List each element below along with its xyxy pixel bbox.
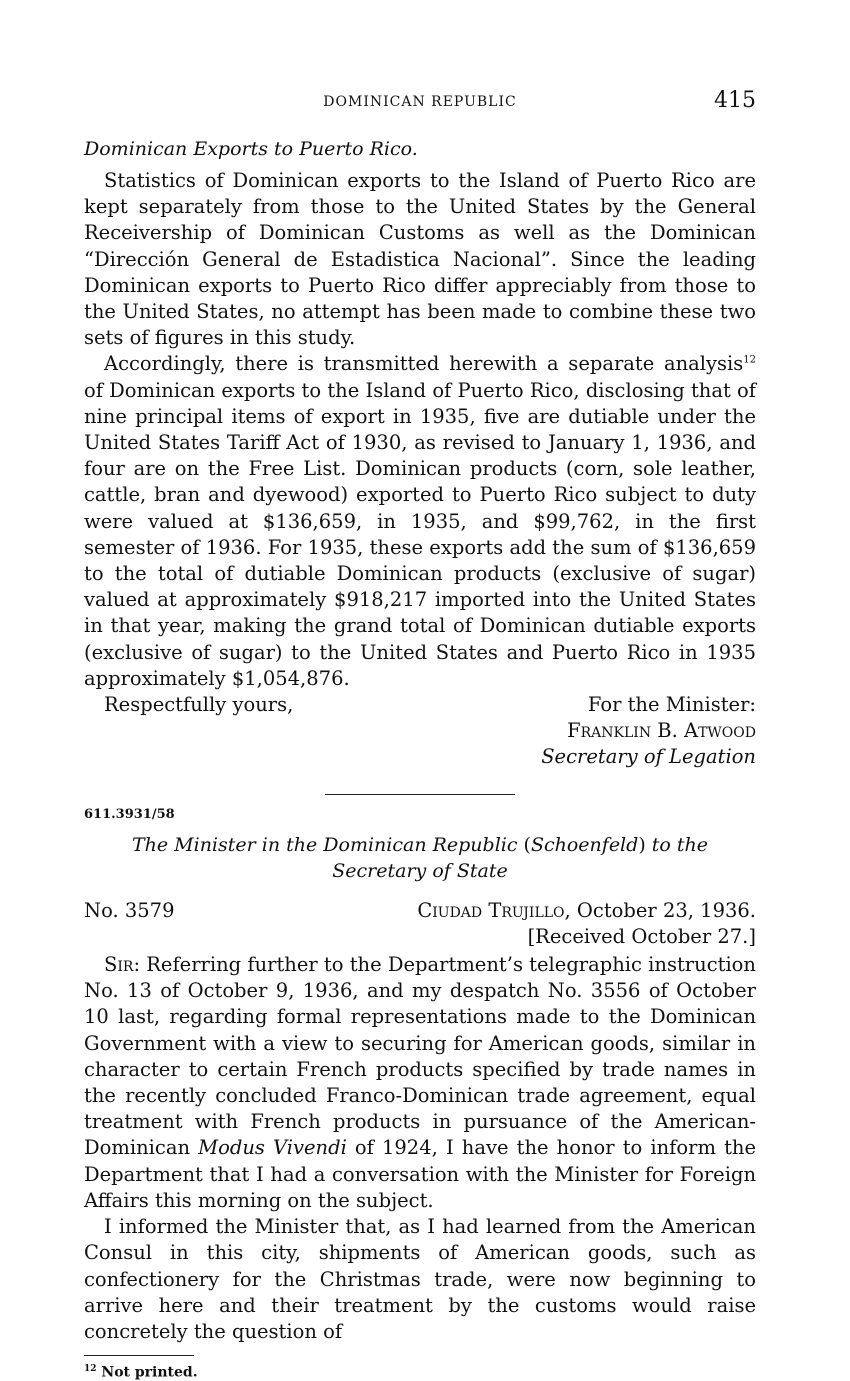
- document-title-paren-close: ): [638, 834, 646, 857]
- despatch-number: No. 3579: [84, 899, 175, 923]
- place: Ciudad Trujillo: [417, 899, 565, 923]
- signatory-title: Secretary of Legation: [541, 745, 756, 769]
- date: , October 23, 1936.: [564, 899, 756, 923]
- footnote-text: Not printed.: [101, 1364, 198, 1381]
- footnote-rule: [84, 1355, 194, 1356]
- document-title-person: Schoenfeld: [530, 834, 639, 857]
- received-date: [Received October 27.]: [527, 925, 756, 949]
- closing-row: [84, 692, 756, 718]
- paragraph-referring-b: of 1924, I have the honor to inform the Department that I had a conversation with the Minister for Foreign Affairs this morning on the subject.: [84, 1136, 757, 1212]
- document-title-part1: The Minister in the Dominican Republic: [131, 834, 518, 857]
- salutation: Sir: [104, 953, 134, 977]
- document-title-line2: Secretary of State: [332, 860, 508, 883]
- dateline: [84, 898, 756, 924]
- paragraph-analysis: [84, 351, 756, 692]
- document-title-paren-open: (: [523, 834, 531, 857]
- section-divider: [325, 794, 515, 795]
- footnote-mark: 12: [84, 1364, 97, 1375]
- footnote: [84, 1364, 756, 1381]
- closing-salutation: Respectfully yours,: [104, 693, 294, 717]
- modus-vivendi: Modus Vivendi: [198, 1136, 347, 1160]
- section-heading: Dominican Exports to Puerto Rico.: [84, 138, 418, 160]
- paragraph-referring: [84, 952, 756, 1214]
- paragraph-analysis-body: of Dominican exports to the Island of Puerto Rico, disclosing that of nine principal items of export in 1935, five are dutiable under the United States Tariff Act of 1930, as revised to January 1, 1936, and four are on the Free List. Dominican products (corn, sole leather, cattle, bran and dyewood) exported to Puerto Rico subject to duty were valued at $136,659, in 1935, and $99,762, in the first semester of 1936. For 1935, these exports add the sum of $136,659 to the total of dutiable Dominican products (exclusive of sugar) valued at approximately $918,217 imported into the United States in that year, making the grand total of Dominican dutiable exports (exclusive of sugar) to the United States and Puerto Rico in 1935 approximately $1,054,876.: [84, 378, 756, 690]
- document-title: [84, 832, 756, 884]
- running-head: [84, 88, 756, 124]
- closing-for-minister: For the Minister:: [587, 693, 756, 717]
- document-page: [84, 88, 756, 1381]
- file-number: 611.3931/58: [84, 807, 175, 823]
- place-and-date: [417, 898, 756, 924]
- paragraph-statistics: Statistics of Dominican exports to the Island of Puerto Rico are kept separately from those to the United States by the General Receivership of Dominican Customs as well as the Dominican “Dirección General de Estadistica Nacional”. Since the leading Dominican exports to Puerto Rico differ appreciably from those to the United States, no attempt has been made to combine these two sets of figures in this study.: [84, 169, 756, 350]
- paragraph-referring-a: : Referring further to the Department’s telegraphic instruction No. 13 of October 9, 1936, and my despatch No. 3556 of October 10 last, regarding formal representations made to the Dominican Government with a view to securing for American goods, similar in character to certain French products specified by trade names in the recently concluded Franco-Dominican trade agreement, equal treatment with French products in pursuance of the American-Dominican: [84, 953, 756, 1160]
- paragraph-analysis-lead: Accordingly, there is transmitted herewith a separate analysis: [104, 352, 744, 376]
- document-title-part2: to the: [651, 834, 709, 857]
- paragraph-informed: I informed the Minister that, as I had learned from the American Consul in this city, shipments of American goods, such as confectionery for the Christmas trade, were now beginning to arrive here and their treatment by the customs would raise concretely the question of: [84, 1215, 756, 1343]
- footnote-reference: 12: [743, 354, 756, 366]
- signatory-name: Franklin B. Atwood: [567, 719, 756, 743]
- running-title: DOMINICAN REPUBLIC: [323, 94, 517, 110]
- page-number: 415: [714, 88, 756, 113]
